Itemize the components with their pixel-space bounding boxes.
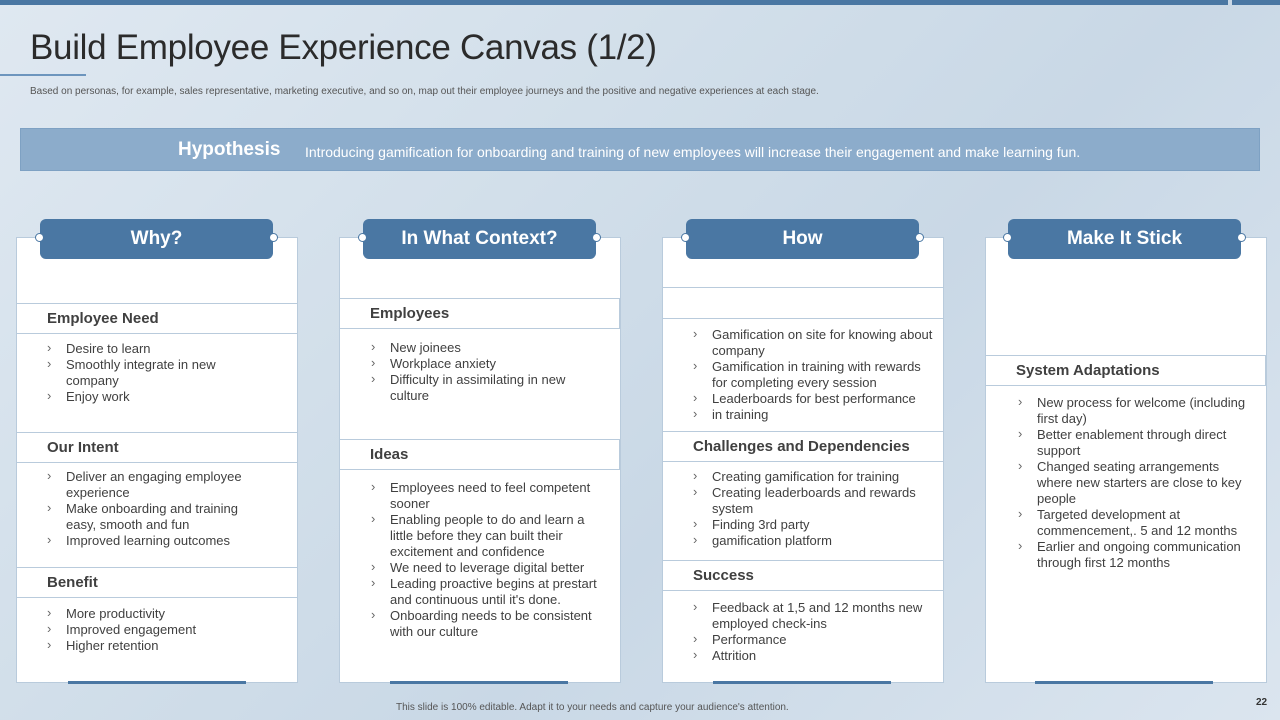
column-header-label: Make It Stick xyxy=(1066,228,1183,249)
item-list xyxy=(47,341,257,405)
top-accent-bar xyxy=(0,0,1228,5)
list-item: › Desire to learn xyxy=(47,341,257,357)
top-accent-bar-right xyxy=(1232,0,1280,5)
column-how xyxy=(662,237,944,683)
hypothesis-banner xyxy=(20,128,1260,171)
column-header-label: How xyxy=(782,228,823,249)
divider xyxy=(663,318,943,319)
column-footer-bar xyxy=(713,681,891,684)
connector-dot xyxy=(1237,233,1246,242)
column-why xyxy=(16,237,298,683)
list-item: › Enabling people to do and learn a little before they can built their excitement and confidence xyxy=(371,512,601,560)
list-item: › Improved engagement xyxy=(47,622,262,638)
column-make-it-stick xyxy=(985,237,1267,683)
divider xyxy=(663,287,943,288)
list-item: › Attrition xyxy=(693,648,933,664)
list-item: › Creating gamification for training xyxy=(693,469,918,485)
connector-dot xyxy=(592,233,601,242)
list-item: › Finding 3rd party xyxy=(693,517,918,533)
list-item: › Make onboarding and training easy, smooth and fun xyxy=(47,501,262,533)
connector-dot xyxy=(681,233,690,242)
section-header: Success xyxy=(663,560,943,591)
item-list xyxy=(693,600,933,664)
column-footer-bar xyxy=(68,681,246,684)
column-header-make-it-stick xyxy=(1008,219,1241,259)
section-header: Challenges and Dependencies xyxy=(663,431,943,462)
list-item: › Gamification in training with rewards for completing every session xyxy=(693,359,938,391)
list-item: › Enjoy work xyxy=(47,389,257,405)
list-item: › Workplace anxiety xyxy=(371,356,586,372)
section-header: Employee Need xyxy=(17,303,297,334)
list-item: › Creating leaderboards and rewards system xyxy=(693,485,918,517)
list-item: › Deliver an engaging employee experience xyxy=(47,469,262,501)
list-item: › More productivity xyxy=(47,606,262,622)
item-list xyxy=(47,606,262,654)
list-item: › Earlier and ongoing communication through first 12 months xyxy=(1018,539,1248,571)
list-item: › New process for welcome (including first day) xyxy=(1018,395,1248,427)
list-item: › Targeted development at commencement,. 5 and 12 months xyxy=(1018,507,1248,539)
column-footer-bar xyxy=(1035,681,1213,684)
list-item: › Leaderboards for best performance xyxy=(693,391,938,407)
hypothesis-label: Hypothesis xyxy=(178,139,281,160)
section-header: Our Intent xyxy=(17,432,297,463)
column-header-why xyxy=(40,219,273,259)
list-item: › Better enablement through direct support xyxy=(1018,427,1248,459)
item-list xyxy=(371,480,601,640)
column-header-how xyxy=(686,219,919,259)
connector-dot xyxy=(915,233,924,242)
column-footer-bar xyxy=(390,681,568,684)
item-list xyxy=(693,469,918,549)
list-item: › Improved learning outcomes xyxy=(47,533,262,549)
slide-subtitle: Based on personas, for example, sales representative, marketing executive, and so on, map out their employee journeys and the positive and negative experiences at each stage. xyxy=(30,86,819,97)
hypothesis-text: Introducing gamification for onboarding and training of new employees will increase their engagement and make learning fun. xyxy=(305,144,1081,160)
title-underline xyxy=(0,74,86,76)
list-item: › Smoothly integrate in new company xyxy=(47,357,257,389)
column-header-in-what-context xyxy=(363,219,596,259)
footer-note: This slide is 100% editable. Adapt it to your needs and capture your audience's attention. xyxy=(396,702,789,713)
list-item: › Gamification on site for knowing about company xyxy=(693,327,938,359)
page-number: 22 xyxy=(1256,697,1268,708)
list-item: › New joinees xyxy=(371,340,586,356)
list-item: › Changed seating arrangements where new starters are close to key people xyxy=(1018,459,1248,507)
item-list xyxy=(371,340,586,404)
list-item: › gamification platform xyxy=(693,533,918,549)
column-header-label: In What Context? xyxy=(401,228,558,249)
list-item: › Higher retention xyxy=(47,638,262,654)
connector-dot xyxy=(269,233,278,242)
section-header: Employees xyxy=(340,298,620,329)
section-header: Benefit xyxy=(17,567,297,598)
connector-dot xyxy=(358,233,367,242)
slide-title: Build Employee Experience Canvas (1/2) xyxy=(30,28,657,67)
connector-dot xyxy=(1003,233,1012,242)
section-header: System Adaptations xyxy=(986,355,1266,386)
column-in-what-context xyxy=(339,237,621,683)
section-header: Ideas xyxy=(340,439,620,470)
item-list xyxy=(1018,395,1248,571)
list-item: › Difficulty in assimilating in new culture xyxy=(371,372,586,404)
list-item: › Performance xyxy=(693,632,933,648)
column-header-label: Why? xyxy=(130,228,183,249)
item-list xyxy=(693,327,938,423)
connector-dot xyxy=(35,233,44,242)
list-item: › Onboarding needs to be consistent with our culture xyxy=(371,608,601,640)
list-item: › Leading proactive begins at prestart and continuous until it's done. xyxy=(371,576,601,608)
list-item: › Employees need to feel competent sooner xyxy=(371,480,601,512)
list-item: › We need to leverage digital better xyxy=(371,560,601,576)
item-list xyxy=(47,469,262,549)
list-item: › in training xyxy=(693,407,938,423)
list-item: › Feedback at 1,5 and 12 months new employed check-ins xyxy=(693,600,933,632)
